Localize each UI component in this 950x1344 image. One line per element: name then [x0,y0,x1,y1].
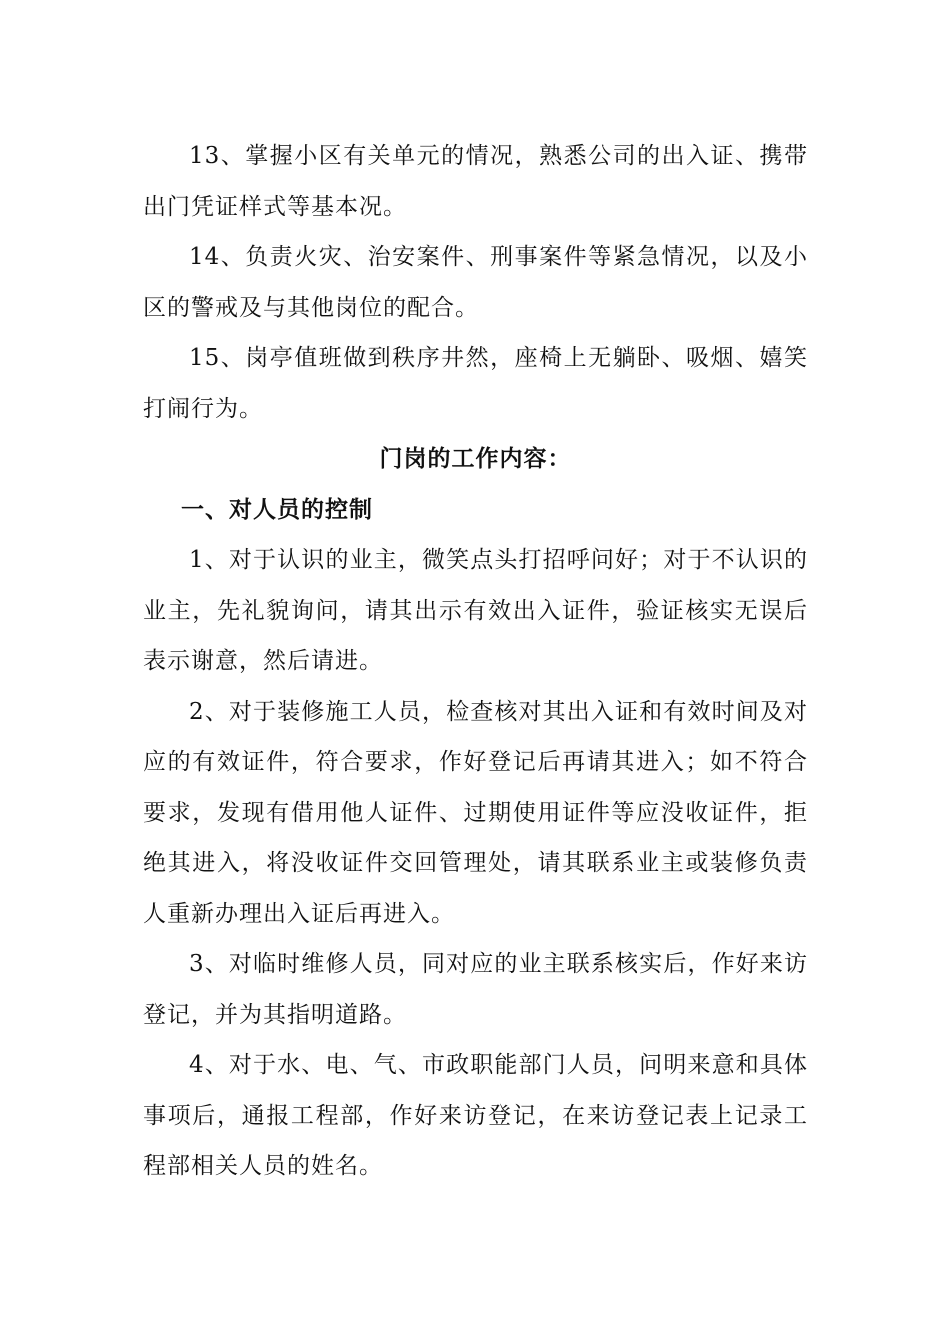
paragraph-4: 4、对于水、电、气、市政职能部门人员，问明来意和具体事项后，通报工程部，作好来访登记，在来访登记表上记录工程部相关人员的姓名。 [143,1052,808,1179]
paragraph-14: 14、负责火灾、治安案件、刑事案件等紧急情况，以及小区的警戒及与其他岗位的配合。 [143,244,808,321]
paragraph-15: 15、岗亭值班做到秩序井然，座椅上无躺卧、吸烟、嬉笑打闹行为。 [143,345,808,422]
paragraph-3: 3、对临时维修人员，同对应的业主联系核实后，作好来访登记，并为其指明道路。 [143,951,808,1028]
document-page [143,131,808,1192]
paragraph-2: 2、对于装修施工人员，检查核对其出入证和有效时间及对应的有效证件，符合要求，作好登记后再请其进入；如不符合要求，发现有借用他人证件、过期使用证件等应没收证件，拒绝其进入，将没收证件交回管理处，请其联系业主或装修负责人重新办理出入证后再进入。 [143,698,808,927]
paragraph-1: 1、对于认识的业主，微笑点头打招呼问好；对于不认识的业主，先礼貌询问，请其出示有效出入证件，验证核实无误后表示谢意，然后请进。 [143,547,808,674]
paragraph-13: 13、掌握小区有关单元的情况，熟悉公司的出入证、携带出门凭证样式等基本况。 [143,143,808,220]
section-title: 门岗的工作内容： [379,445,572,472]
subsection-title: 一、对人员的控制 [181,495,373,523]
